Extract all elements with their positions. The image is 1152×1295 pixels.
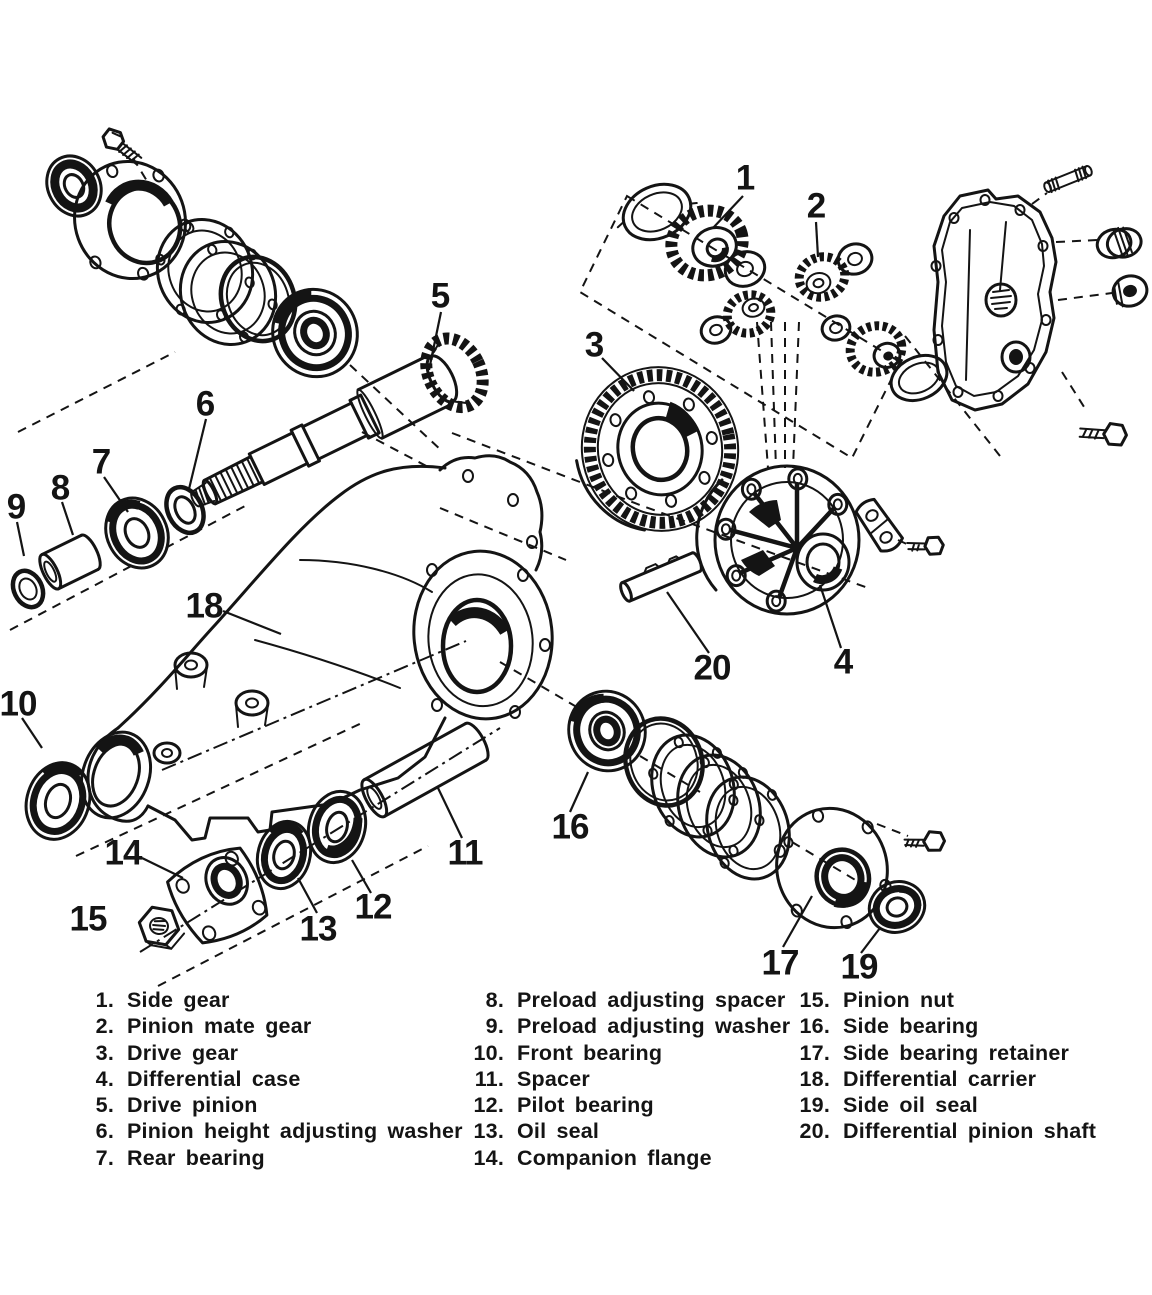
legend-item [786,1067,1096,1093]
legend-item [786,1119,1096,1145]
legend-item [786,988,1096,1014]
legend-item [446,1067,790,1093]
drain-plug [1110,272,1151,310]
callout-10: 10 [0,684,37,724]
legend-item-number: 1. [95,988,114,1012]
pinion-gear-head [415,329,493,417]
legend-item-number: 7. [95,1145,114,1170]
legend-item-label: Differential pinion shaft [843,1119,1097,1144]
legend-item [58,1119,463,1145]
callout-13: 13 [299,909,337,949]
legend-item [446,988,790,1014]
pinion-mate-gear [795,252,850,303]
legend-item-label: Pinion nut [843,988,955,1012]
side-oil-seal [862,874,932,940]
legend-item [786,1041,1096,1067]
rear-cover-assembly [932,164,1151,450]
legend-item-number: 10. [473,1040,504,1065]
thrust-washer [819,313,852,343]
legend-item-label: Front bearing [517,1040,663,1065]
legend-item [446,1119,790,1145]
legend-item-label: Companion flange [517,1145,712,1170]
callout-20: 20 [693,648,731,688]
legend-column-3 [786,988,1096,1146]
legend-item [58,1067,463,1093]
legend-item [446,1146,790,1172]
legend-item-number: 17. [799,1040,830,1065]
preload-spacer [36,532,105,592]
legend-item-label: Preload adjusting washer [517,1014,791,1039]
differential-pinion-shaft [617,548,704,603]
front-bearing [16,754,99,847]
callout-15: 15 [69,899,107,939]
legend-item [58,1041,463,1067]
left-retainer-assembly [36,126,371,390]
legend-item-number: 19. [799,1093,830,1118]
callout-1: 1 [735,158,755,198]
legend-column-1 [58,988,463,1172]
differential-case [697,466,859,614]
legend-item-number: 11. [474,1066,504,1091]
callout-9: 9 [6,487,26,527]
legend-item-number: 15. [799,988,830,1012]
callout-3: 3 [584,325,604,365]
legend-item-number: 14. [473,1145,504,1170]
callout-5: 5 [430,276,450,316]
side-bearing-set [558,680,947,942]
legend-item-number: 6. [95,1119,114,1144]
lock-strap [853,496,945,556]
legend-item-label: Drive gear [127,1040,239,1065]
legend-item-number: 4. [95,1066,114,1091]
legend-item-label: Side oil seal [843,1093,978,1118]
mount-boss [154,743,180,763]
legend-item-label: Differential case [127,1066,301,1091]
callout-17: 17 [761,943,799,983]
case-hub [797,534,849,590]
bolt-icon [906,533,944,556]
legend-item-number: 2. [95,1014,114,1039]
callout-2: 2 [806,186,826,226]
legend-column-2 [446,988,790,1172]
legend-item-label: Side bearing [843,1014,979,1039]
spacer-tube [357,720,493,821]
legend-item-label: Pinion height adjusting washer [127,1119,463,1144]
legend-item-label: Differential carrier [843,1066,1037,1091]
callout-14: 14 [104,833,142,873]
callout-12: 12 [354,887,392,927]
mount-boss [175,653,207,689]
legend-item-number: 16. [799,1014,830,1039]
callout-6: 6 [195,384,215,424]
callout-11: 11 [447,833,483,873]
legend-item-number: 3. [95,1040,114,1065]
legend-item-label: Pinion mate gear [127,1014,312,1039]
snap-ring [884,347,954,409]
callout-18: 18 [185,586,223,626]
legend-item-label: Oil seal [517,1119,600,1144]
callout-8: 8 [50,468,70,508]
legend-item-label: Rear bearing [127,1145,265,1170]
legend-item [58,1146,463,1172]
legend-item-number: 8. [485,988,504,1012]
legend-item-label: Pilot bearing [517,1093,654,1118]
legend-item [58,988,463,1014]
legend-item-number: 13. [473,1119,504,1144]
callout-4: 4 [833,642,853,682]
legend-item-label: Side bearing retainer [843,1040,1070,1065]
callout-16: 16 [551,807,589,847]
differential-carrier [70,456,560,840]
legend-item-label: Spacer [517,1066,590,1091]
legend-item-number: 9. [485,1014,504,1039]
legend-item-number: 18. [799,1066,830,1091]
bolt-icon [1078,413,1129,450]
legend-item-number: 20. [799,1119,830,1144]
legend-item-number: 5. [95,1093,114,1118]
legend-item [786,1093,1096,1119]
legend-item [446,1014,790,1040]
legend-item [446,1093,790,1119]
legend-item-label: Drive pinion [127,1093,258,1118]
legend-item-label: Side gear [127,988,230,1012]
legend-item-label: Preload adjusting spacer [517,988,786,1012]
legend-item-number: 12. [473,1093,504,1118]
mount-boss [236,691,268,727]
legend-item [58,1093,463,1119]
legend-item [58,1014,463,1040]
legend-item [446,1041,790,1067]
callout-7: 7 [91,442,111,482]
bolt-icon [903,824,946,855]
callout-19: 19 [840,947,878,987]
legend-item [786,1014,1096,1040]
drive-gear [561,353,754,547]
drain-hole [1002,342,1030,372]
stud [1043,164,1094,194]
filler-plug [1094,223,1144,263]
